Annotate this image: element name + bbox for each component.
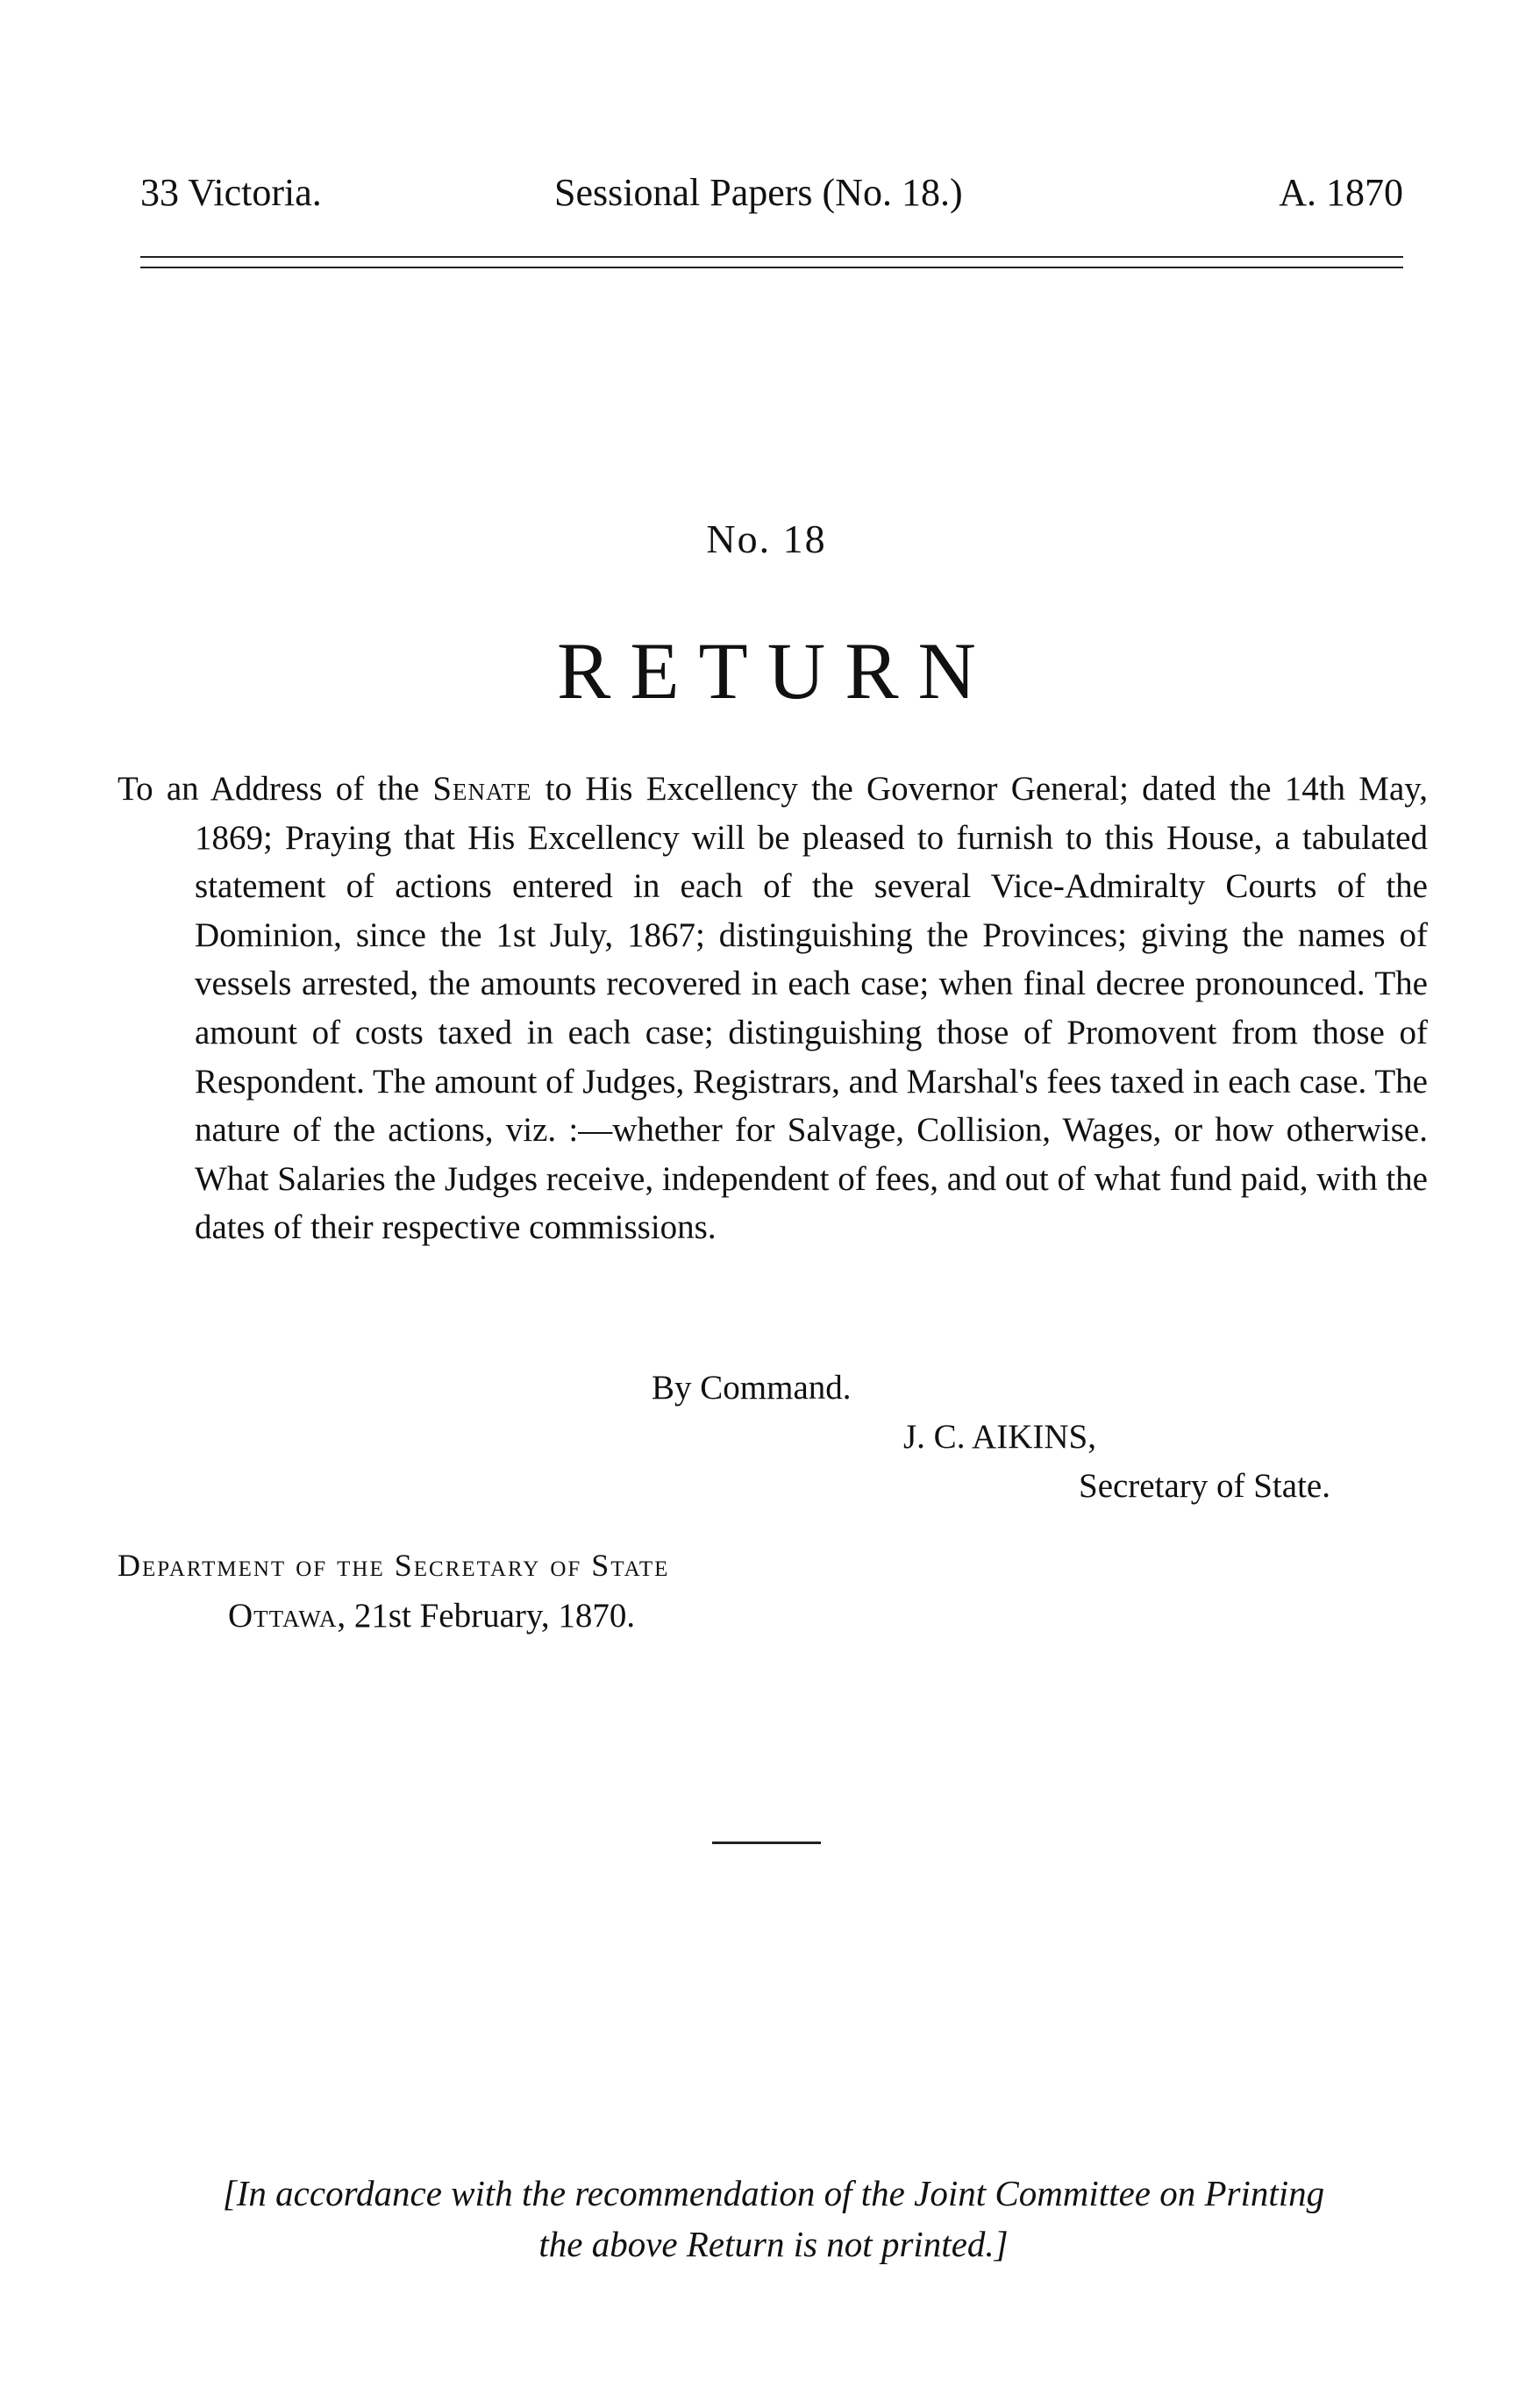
- running-head-title: Sessional Papers (No. 18.): [554, 171, 963, 214]
- document-title: RETURN: [557, 626, 995, 716]
- address-body: to His Excellency the Governor General; dated the 14th May, 1869; Praying that His Excellency will be pleased to furnish to this House, a tabulated statement of actions entered in each of the several Vice-Admiralty Courts of the Dominion, since the 1st July, 1867; distinguishing the Provinces; giving the names of vessels arrested, the amounts recovered in each case; when final decree pronounced. The amount of costs taxed in each case; distinguishing those of Promovent from those of Respondent. The amount of Judges, Registrars, and Marshal's fees taxed in each case. The nature of the actions, viz. :—whether for Salvage, Collision, Wages, or how otherwise. What Salaries the Judges receive, independent of fees, and out of what fund paid, with the dates of their respective commissions.: [195, 770, 1428, 1247]
- dateline-date: , 21st February, 1870.: [337, 1597, 636, 1635]
- signatory-title: Secretary of State.: [1079, 1467, 1330, 1505]
- by-command: By Command.: [652, 1369, 852, 1407]
- printing-note: [118, 2168, 1430, 2269]
- dateline: [228, 1596, 635, 1635]
- printing-note-line-1: [In accordance with the recommendation of the Joint Committee on Printing: [222, 2173, 1325, 2213]
- address-senate: Senate: [432, 770, 532, 808]
- dateline-place: Ottawa: [228, 1597, 338, 1635]
- printing-note-line-2: the above Return is not printed.]: [538, 2224, 1009, 2264]
- department-name: Department of the Secretary of State: [118, 1548, 670, 1583]
- address-lead: To an Address of the: [118, 770, 433, 808]
- address-paragraph: [118, 765, 1428, 1252]
- document-number: No. 18: [706, 517, 827, 561]
- running-head: [140, 170, 1403, 223]
- running-head-volume: 33 Victoria.: [140, 171, 322, 214]
- running-head-year: A. 1870: [1279, 171, 1403, 214]
- section-divider: [712, 1842, 821, 1844]
- signatory-name: J. C. AIKINS,: [903, 1418, 1096, 1456]
- header-double-rule: [140, 256, 1403, 268]
